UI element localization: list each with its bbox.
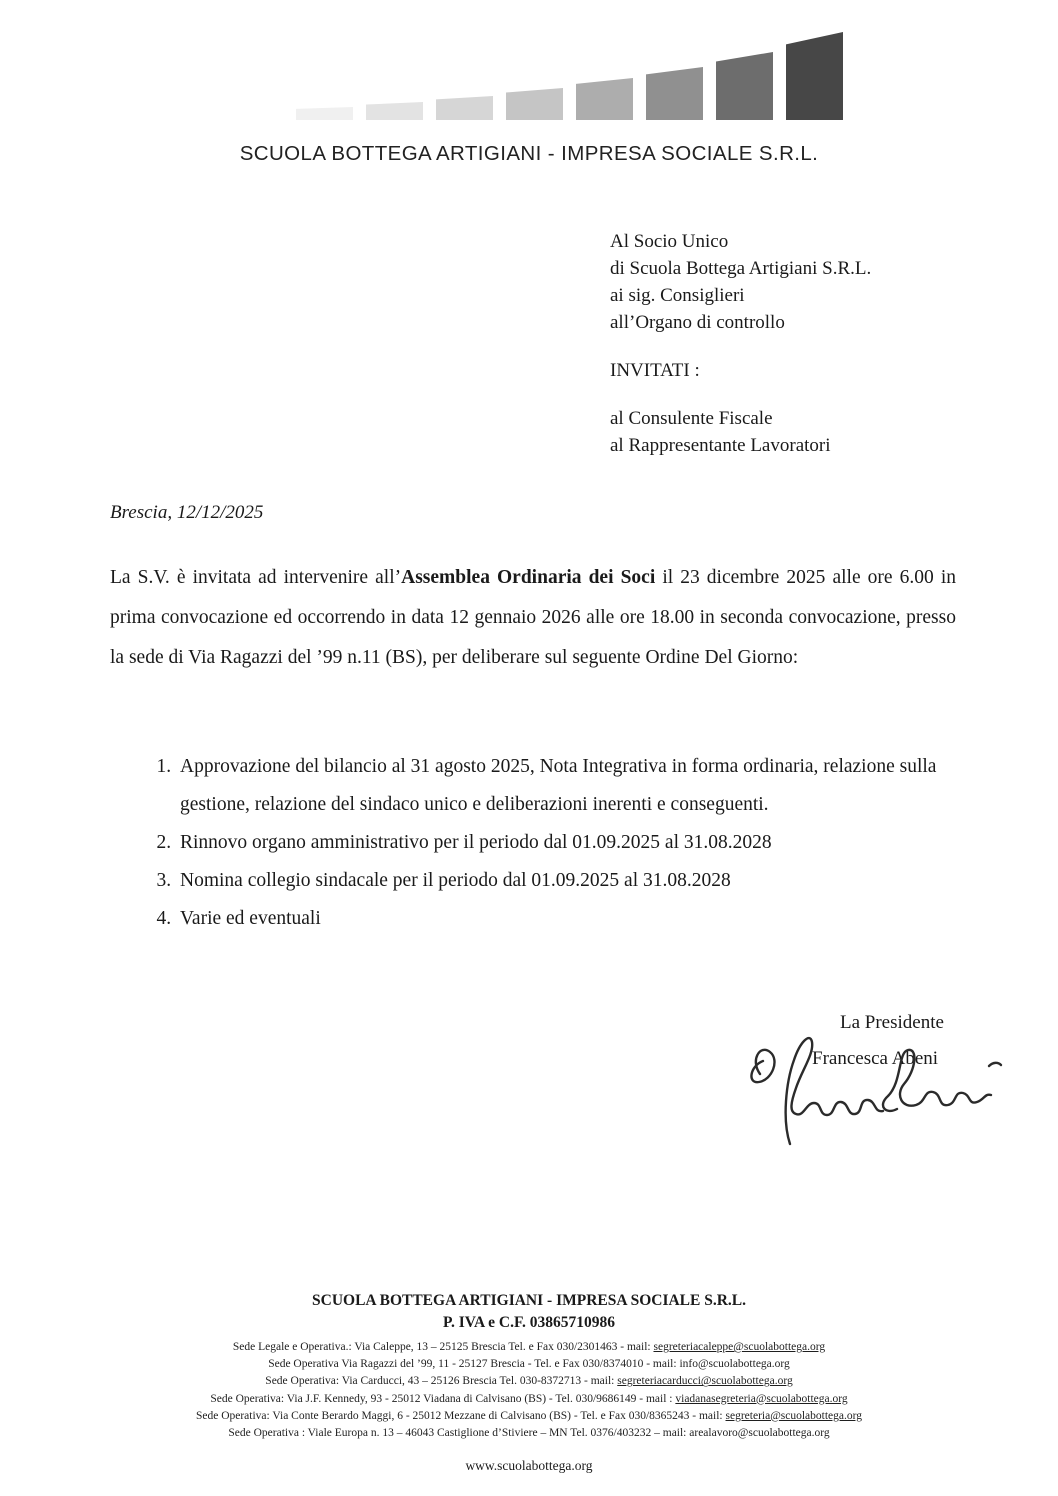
agenda-item: 3. Nomina collegio sindacale per il periodo dal 01.09.2025 al 31.08.2028 bbox=[176, 862, 994, 900]
footer-address-block bbox=[0, 1339, 1058, 1442]
email-text: arealavoro@scuolabottega.org bbox=[689, 1427, 830, 1440]
invited-line: al Rappresentante Lavoratori bbox=[610, 435, 831, 456]
footer-vat-number: P. IVA e C.F. 03865710986 bbox=[442, 1314, 616, 1331]
logo-bar bbox=[296, 107, 353, 120]
recipient-line: all’Organo di controllo bbox=[610, 312, 785, 333]
body-bold-phrase: Assemblea Ordinaria dei Soci bbox=[401, 567, 656, 588]
address-text: Sede Operativa Via Ragazzi del ’99, 11 - 25127 Brescia - Tel. e Fax 030/8374010 - mail: bbox=[268, 1358, 680, 1371]
spacer bbox=[610, 384, 871, 405]
email-link[interactable]: segreteriacarducci@scuolabottega.org bbox=[617, 1375, 793, 1388]
address-text: Sede Operativa: Via Conte Berardo Maggi, 6 - 25012 Mezzane di Calvisano (BS) - Tel. e Fax 030/8365243 - mail: bbox=[195, 1409, 726, 1422]
logo-bar bbox=[366, 102, 423, 120]
email-link[interactable]: segreteria@scuolabottega.org bbox=[725, 1409, 863, 1422]
website-text: www.scuolabottega.org bbox=[465, 1458, 593, 1473]
email-text: info@scuolabottega.org bbox=[679, 1358, 790, 1371]
footer-address-line bbox=[0, 1373, 1058, 1390]
recipient-block bbox=[610, 228, 871, 459]
logo-bar bbox=[506, 88, 563, 120]
footer-company-name: SCUOLA BOTTEGA ARTIGIANI - IMPRESA SOCIALE S.R.L. bbox=[312, 1292, 746, 1309]
email-link[interactable]: segreteriacaleppe@scuolabottega.org bbox=[653, 1341, 826, 1353]
logo-bar bbox=[646, 67, 703, 120]
address-text: Sede Legale e Operativa.: Via Caleppe, 13 – 25125 Brescia Tel. e Fax 030/2301463 - mail: bbox=[232, 1341, 654, 1353]
address-text: Sede Operativa: Via J.F. Kennedy, 93 - 25012 Viadana di Calvisano (BS) - Tel. 030/9686149 - mail : bbox=[210, 1392, 676, 1405]
logo-bar bbox=[716, 52, 773, 120]
company-name-header: SCUOLA BOTTEGA ARTIGIANI - IMPRESA SOCIALE S.R.L. bbox=[239, 142, 819, 165]
footer-address-line bbox=[0, 1356, 1058, 1373]
body-paragraph bbox=[110, 558, 956, 678]
footer-address-line bbox=[0, 1391, 1058, 1408]
body-text: La S.V. è invitata ad intervenire all’ bbox=[110, 567, 402, 588]
spacer bbox=[610, 336, 871, 357]
invitati-label: INVITATI : bbox=[610, 360, 700, 381]
agenda-item: 4. Varie ed eventuali bbox=[176, 900, 994, 938]
recipient-line: di Scuola Bottega Artigiani S.R.L. bbox=[610, 258, 872, 279]
signature-name: Francesca Abeni bbox=[812, 1048, 939, 1069]
logo-bar bbox=[576, 78, 633, 120]
recipient-line: ai sig. Consiglieri bbox=[610, 285, 745, 306]
body-text: il 23 dicembre 2025 alle ore 6.00 in prima convocazione ed occorrendo in data 12 gennaio 2026 alle ore 18.00 in seconda convocazione, presso la sede di Via Ragazzi del ’99 n.11 (BS), per deliberare sul seguente Ordine Del Giorno: bbox=[110, 567, 957, 668]
logo-bar bbox=[436, 96, 493, 120]
address-text: Sede Operativa: Via Carducci, 43 – 25126 Brescia Tel. 030-8372713 - mail: bbox=[265, 1375, 618, 1388]
dateline: Brescia, 12/12/2025 bbox=[110, 502, 264, 523]
address-text: Sede Operativa : Viale Europa n. 13 – 46043 Castiglione d’Stiviere – MN Tel. 0376/403232 – mail: bbox=[228, 1427, 690, 1440]
signature-role: La Presidente bbox=[840, 1012, 944, 1033]
footer-address-line bbox=[0, 1339, 1058, 1356]
footer-address-line bbox=[0, 1425, 1058, 1442]
invited-line: al Consulente Fiscale bbox=[610, 408, 773, 429]
signature-scrawl bbox=[746, 1022, 1004, 1150]
agenda-item: 1. Approvazione del bilancio al 31 agosto 2025, Nota Integrativa in forma ordinaria, relazione sulla gestione, relazione del sindaco unico e deliberazioni inerenti e conseguenti. bbox=[176, 748, 994, 824]
agenda-list bbox=[140, 748, 994, 938]
company-logo bbox=[296, 30, 848, 120]
email-link[interactable]: viadanasegreteria@scuolabottega.org bbox=[675, 1392, 848, 1405]
recipient-line: Al Socio Unico bbox=[610, 231, 729, 252]
logo-bar bbox=[786, 32, 843, 120]
agenda-item: 2. Rinnovo organo amministrativo per il periodo dal 01.09.2025 al 31.08.2028 bbox=[176, 824, 994, 862]
footer-address-line bbox=[0, 1408, 1058, 1425]
